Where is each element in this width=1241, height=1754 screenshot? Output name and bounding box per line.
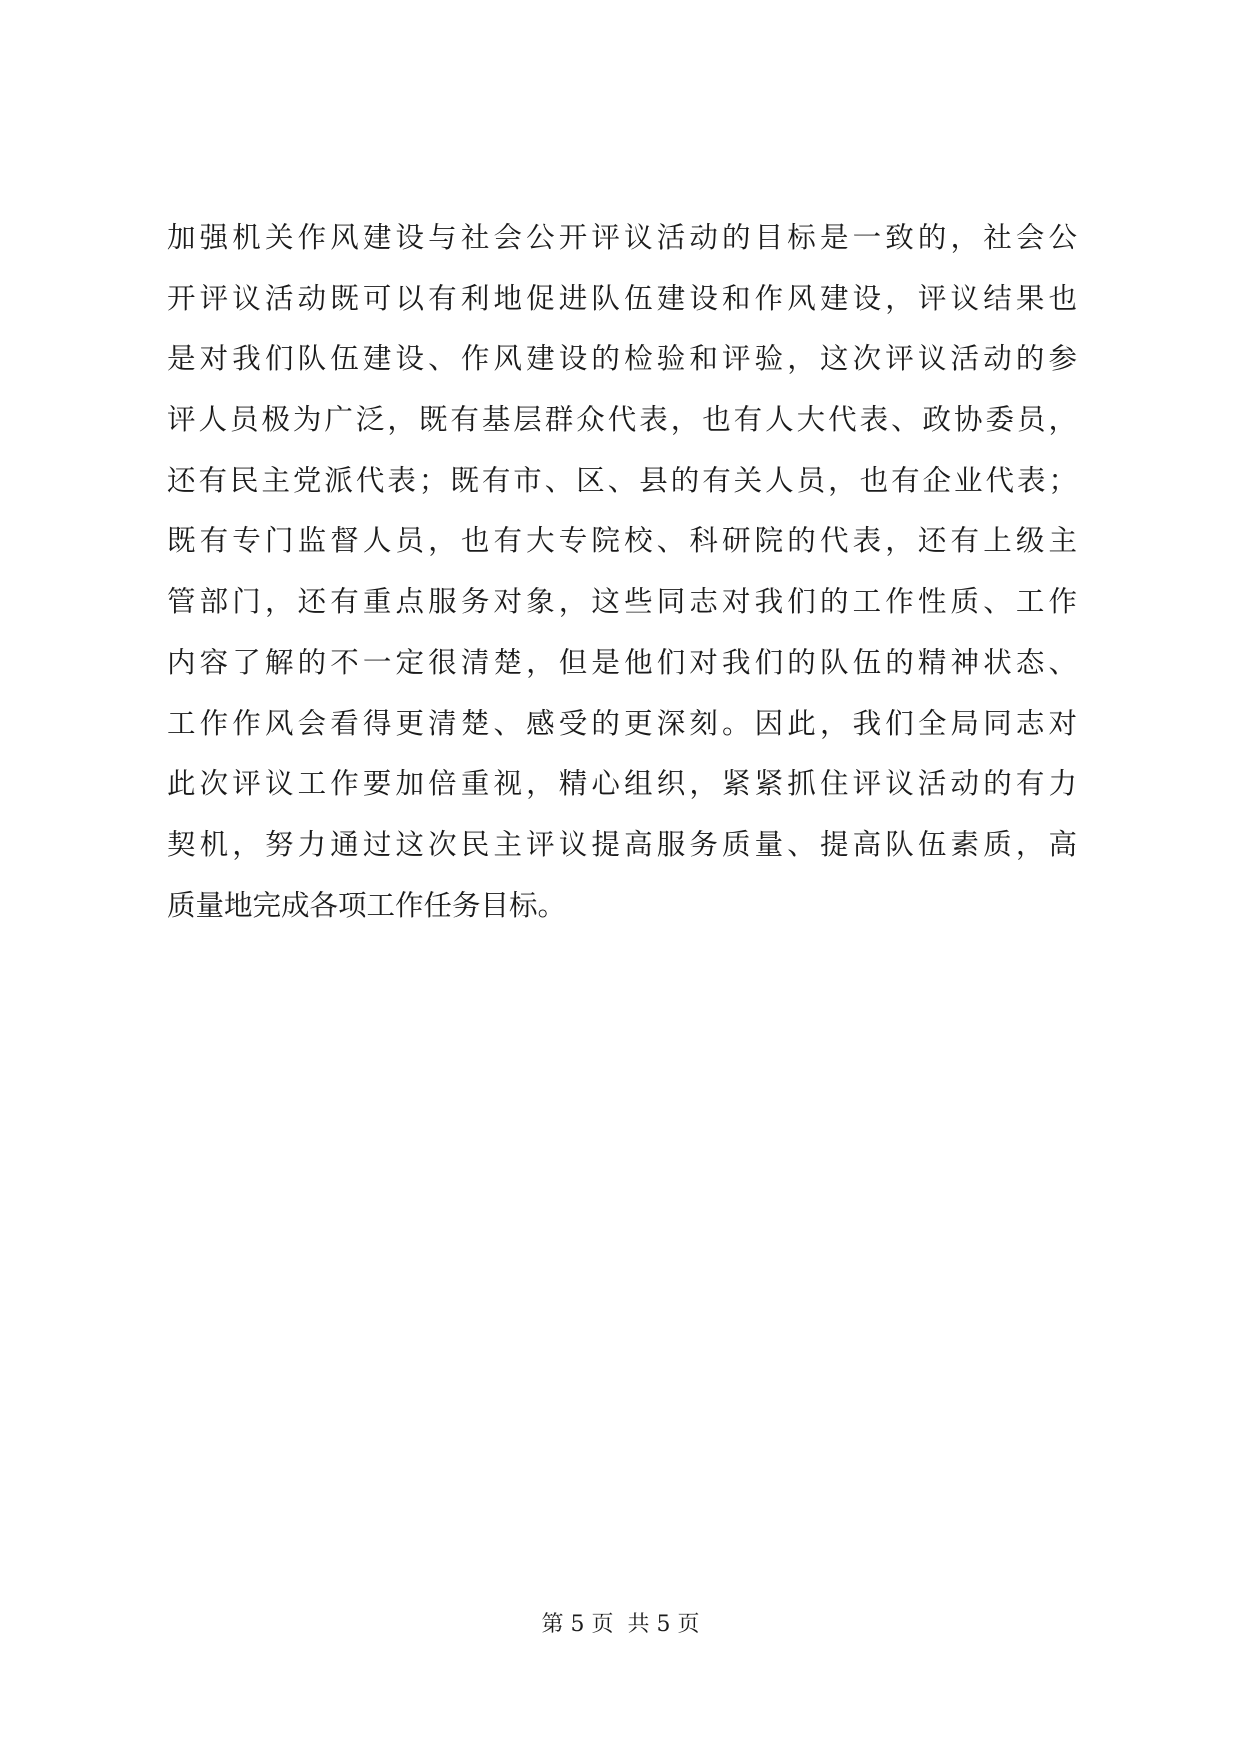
paragraph-line: 加强机关作风建设与社会公开评议活动的目标是一致的，社会公 bbox=[167, 221, 1077, 254]
paragraph-line: 开评议活动既可以有利地促进队伍建设和作风建设，评议结果也 bbox=[167, 281, 1077, 315]
paragraph-line: 工作作风会看得更清楚、感受的更深刻。因此，我们全局同志对 bbox=[167, 706, 1077, 740]
page-footer bbox=[0, 1610, 1241, 1640]
current-page-number: 第 5 页 bbox=[541, 1612, 614, 1637]
paragraph-line: 管部门，还有重点服务对象，这些同志对我们的工作性质、工作 bbox=[167, 585, 1077, 619]
paragraph-line: 内容了解的不一定很清楚，但是他们对我们的队伍的精神状态、 bbox=[167, 645, 1077, 679]
paragraph-line: 契机，努力通过这次民主评议提高服务质量、提高队伍素质，高 bbox=[167, 827, 1077, 861]
paragraph-line: 质量地完成各项工作任务目标。 bbox=[167, 888, 567, 922]
paragraph-line: 此次评议工作要加倍重视，精心组织，紧紧抓住评议活动的有力 bbox=[167, 767, 1077, 801]
paragraph-line: 还有民主党派代表；既有市、区、县的有关人员，也有企业代表； bbox=[167, 463, 1077, 497]
total-page-count: 共 5 页 bbox=[627, 1612, 700, 1637]
paragraph-line: 是对我们队伍建设、作风建设的检验和评验，这次评议活动的参 bbox=[167, 342, 1077, 376]
body-paragraph bbox=[167, 208, 1077, 936]
paragraph-line: 评人员极为广泛，既有基层群众代表，也有人大代表、政协委员， bbox=[167, 403, 1077, 437]
paragraph-line: 既有专门监督人员，也有大专院校、科研院的代表，还有上级主 bbox=[167, 524, 1077, 558]
